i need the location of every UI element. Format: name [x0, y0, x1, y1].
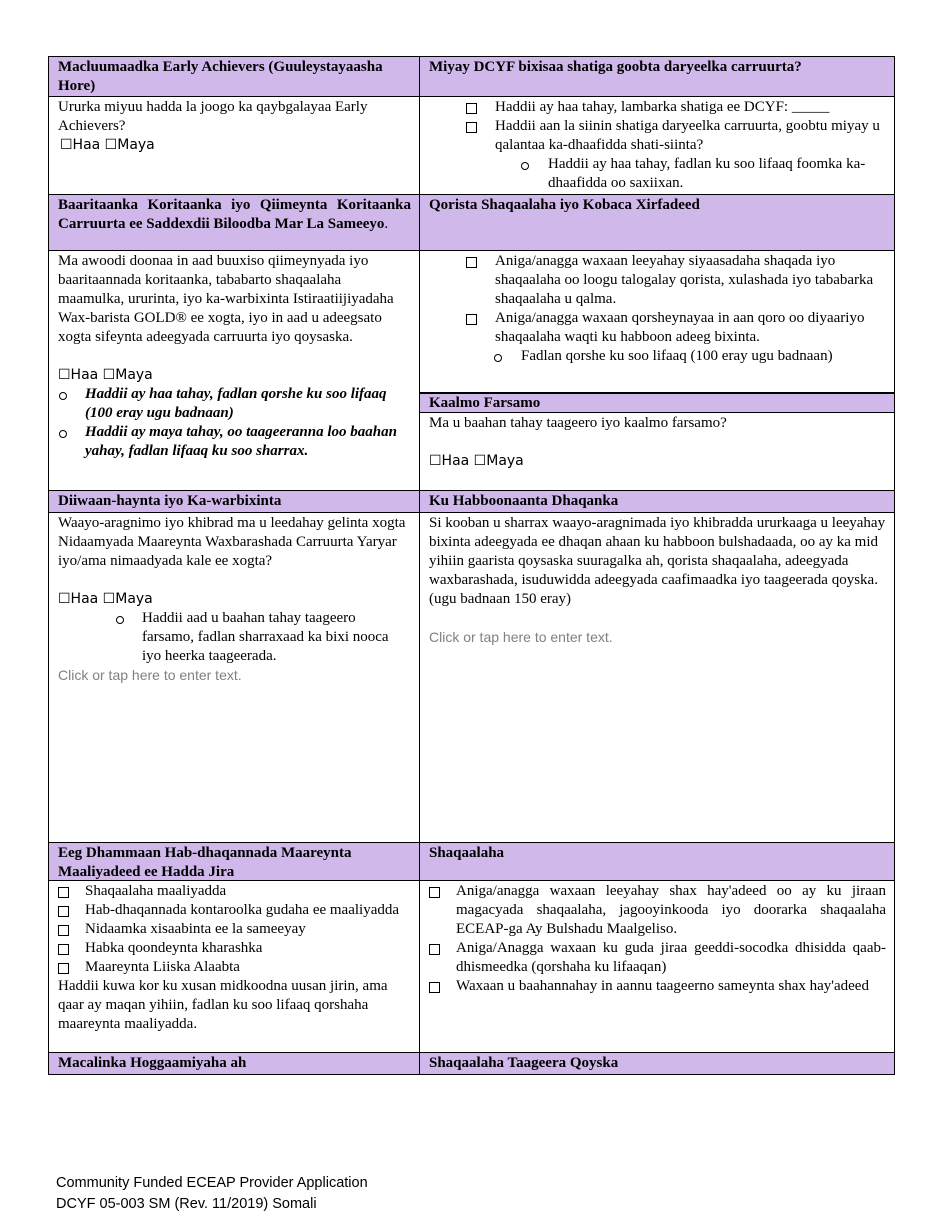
financial-management-body — [48, 880, 419, 1052]
checkbox-icon[interactable] — [58, 906, 69, 917]
checkbox-icon[interactable] — [58, 925, 69, 936]
record-keeping-options[interactable]: ☐Haa ☐Maya — [58, 591, 153, 607]
checkbox-icon[interactable] — [58, 963, 69, 974]
early-achievers-body — [48, 96, 419, 194]
screening-assessment-body — [48, 250, 419, 490]
financial-management-note: Haddii kuwa kor ku xusan midkoodna uusan jirin, ama qaar ay maqan yihiin, fadlan ku soo lifaaq qorshaha maareynta maaliyadda. — [58, 978, 388, 1032]
list-item: Waxaan u baahannahay in aannu taageerno sameynta shax hay'adeed — [429, 977, 886, 996]
circle-bullet-icon — [494, 354, 502, 362]
technical-assistance-question: Ma u baahan tahay taageero iyo kaalmo farsamo? — [429, 415, 727, 431]
list-item: Shaqaalaha maaliyadda — [58, 882, 411, 901]
screening-assessment-options[interactable]: ☐Haa ☐Maya — [58, 367, 153, 383]
list-item: Fadlan qorshe ku soo lifaaq (100 eray ugu badnaan) — [521, 347, 886, 366]
staff-recruitment-sublist — [429, 347, 886, 366]
circle-bullet-icon — [521, 162, 529, 170]
checkbox-icon[interactable] — [466, 122, 477, 133]
staffing-body — [419, 880, 895, 1052]
page-footer — [56, 1173, 368, 1215]
family-support-staff-header: Shaqaalaha Taageera Qoyska — [419, 1052, 895, 1075]
record-keeping-header: Diiwaan-haynta iyo Ka-warbixinta — [48, 490, 419, 512]
screening-assessment-bullets — [58, 385, 411, 461]
screening-assessment-header: Baaritaanka Koritaanka iyo Qiimeynta Koritaanka Carruurta ee Saddexdii Biloodba Mar La Sameeyo. — [48, 194, 419, 250]
list-item: Haddii ay maya tahay, oo taageeranna loo baahan yahay, fadlan lifaaq ku soo sharrax. — [85, 423, 411, 461]
record-keeping-text: Waayo-aragnimo iyo khibrad ma u leedahay gelinta xogta Nidaamyada Maareynta Waxbarashada Carruurta Yaryar iyo/ama nimaadyada kale ee xogta? — [58, 515, 406, 569]
list-item: Habka qoondeynta kharashka — [58, 939, 411, 958]
list-item: Nidaamka xisaabinta ee la sameeyay — [58, 920, 411, 939]
list-item: Aniga/anagga waxaan leeyahay shax hay'adeed oo ay ku jiraan magacyada shaqaalaha, jagooyinkooda iyo doorarka shaqaalaha ECEAP-ga Ay Bulshadu Maalgeliso. — [429, 882, 886, 939]
row-1-headers — [48, 56, 895, 96]
checkbox-icon[interactable] — [466, 103, 477, 114]
staffing-header: Shaqaalaha — [419, 842, 895, 880]
early-achievers-question: Ururka miyuu hadda la joogo ka qaybgalayaa Early Achievers? — [58, 99, 368, 134]
cultural-competency-text: Si kooban u sharrax waayo-aragnimada iyo khibradda ururkaaga u leeyahay bixinta adeegyada ee dhaqan ahaan ku habboon bulshadaada, oo ay ka mid yihiin gaarista qoysaska suuragalka ah, qorista shaqaalaha, adeegyada waxbarashada, isuduwidda adeegyada caafimaadka iyo taageerada qoyska. (ugu badnaan 150 eray) — [429, 515, 886, 607]
checkbox-icon[interactable] — [429, 887, 440, 898]
row-4-headers — [48, 842, 895, 880]
dcyf-license-sublist — [429, 155, 886, 193]
checkbox-icon[interactable] — [429, 982, 440, 993]
row-2 — [48, 194, 895, 490]
row-1-bodies — [48, 96, 895, 194]
checkbox-icon[interactable] — [466, 314, 477, 325]
record-keeping-body — [48, 512, 419, 842]
circle-bullet-icon — [59, 392, 67, 400]
list-item: Aniga/anagga waxaan leeyahay siyaasadaha shaqada iyo shaqaalaha oo loogu talogalay qorista, xulashada iyo tababarka shaqaalaha u qalma. — [429, 252, 886, 309]
staff-recruitment-body — [419, 250, 895, 392]
technical-assistance-header: Kaalmo Farsamo — [419, 392, 895, 412]
circle-bullet-icon — [116, 616, 124, 624]
list-item: Haddii aan la siinin shatiga daryeelka carruurta, goobtu miyay u qalantaa ka-dhaafidda shati-siinta? — [429, 117, 886, 155]
dcyf-license-header: Miyay DCYF bixisaa shatiga goobta daryeelka carruurta? — [419, 56, 895, 96]
list-item: Haddii ay haa tahay, lambarka shatiga ee DCYF: _____ — [429, 98, 886, 117]
record-keeping-sublist — [58, 609, 411, 666]
staffing-list — [429, 882, 886, 996]
row-2-right — [419, 194, 895, 490]
cultural-competency-text-input[interactable]: Click or tap here to enter text. — [429, 629, 613, 645]
early-achievers-header: Macluumaadka Early Achievers (Guuleystayaasha Hore) — [48, 56, 419, 96]
lead-teacher-header: Macalinka Hoggaamiyaha ah — [48, 1052, 419, 1075]
cultural-competency-header: Ku Habboonaanta Dhaqanka — [419, 490, 895, 512]
footer-title: Community Funded ECEAP Provider Application — [56, 1175, 368, 1191]
financial-management-header: Eeg Dhammaan Hab-dhaqannada Maareynta Maaliyadeed ee Hadda Jira — [48, 842, 419, 880]
circle-bullet-icon — [59, 430, 67, 438]
staff-recruitment-list — [429, 252, 886, 347]
dcyf-license-body — [419, 96, 895, 194]
list-item: Hab-dhaqannada kontaroolka gudaha ee maaliyadda — [58, 901, 411, 920]
dcyf-license-list — [429, 98, 886, 155]
technical-assistance-options[interactable]: ☐Haa ☐Maya — [429, 453, 524, 469]
list-item: Haddii aad u baahan tahay taageero farsamo, fadlan sharraxaad ka bixi nooca iyo heerka taageerada. — [142, 609, 411, 666]
checkbox-icon[interactable] — [466, 257, 477, 268]
screening-assessment-text: Ma awoodi doonaa in aad buuxiso qiimeynyada iyo baaritaannada koritaanka, tababarto shaqaalaha maamulka, ururinta, iyo ka-warbixinta Istiraatiijiyadaha Wax-barista GOLD® ee xogta, iyo in aad u adeegsato xogta sifeynta adeegyada carruurta iyo qoysaska. — [58, 253, 394, 345]
list-item: Aniga/Anagga waxaan ku guda jiraa geeddi-socodka dhisidda qaab-dhismeedka (qorshaha ku lifaaqan) — [429, 939, 886, 977]
row-2-left — [48, 194, 419, 490]
list-item: Maareynta Liiska Alaabta — [58, 958, 411, 977]
checkbox-icon[interactable] — [58, 887, 69, 898]
list-item: Haddii ay haa tahay, fadlan ku soo lifaaq foomka ka-dhaafidda oo saxiixan. — [548, 155, 886, 193]
technical-assistance-body — [419, 412, 895, 490]
footer-form-number: DCYF 05-003 SM (Rev. 11/2019) Somali — [56, 1196, 317, 1212]
row-3-bodies — [48, 512, 895, 842]
list-item: Aniga/anagga waxaan qorsheynayaa in aan qoro oo diyaariyo shaqaalaha waqti ku habboon adeeg bixinta. — [429, 309, 886, 347]
checkbox-icon[interactable] — [58, 944, 69, 955]
financial-management-list — [58, 882, 411, 977]
checkbox-icon[interactable] — [429, 944, 440, 955]
application-form-table — [48, 56, 895, 1075]
list-item: Haddii ay haa tahay, fadlan qorshe ku soo lifaaq (100 eray ugu badnaan) — [85, 385, 411, 423]
early-achievers-options[interactable]: ☐Haa ☐Maya — [60, 137, 155, 153]
staff-recruitment-header: Qorista Shaqaalaha iyo Kobaca Xirfadeed — [419, 194, 895, 250]
row-3-headers — [48, 490, 895, 512]
record-keeping-text-input[interactable]: Click or tap here to enter text. — [58, 667, 242, 683]
cultural-competency-body — [419, 512, 895, 842]
row-5-headers — [48, 1052, 895, 1075]
row-4-bodies — [48, 880, 895, 1052]
